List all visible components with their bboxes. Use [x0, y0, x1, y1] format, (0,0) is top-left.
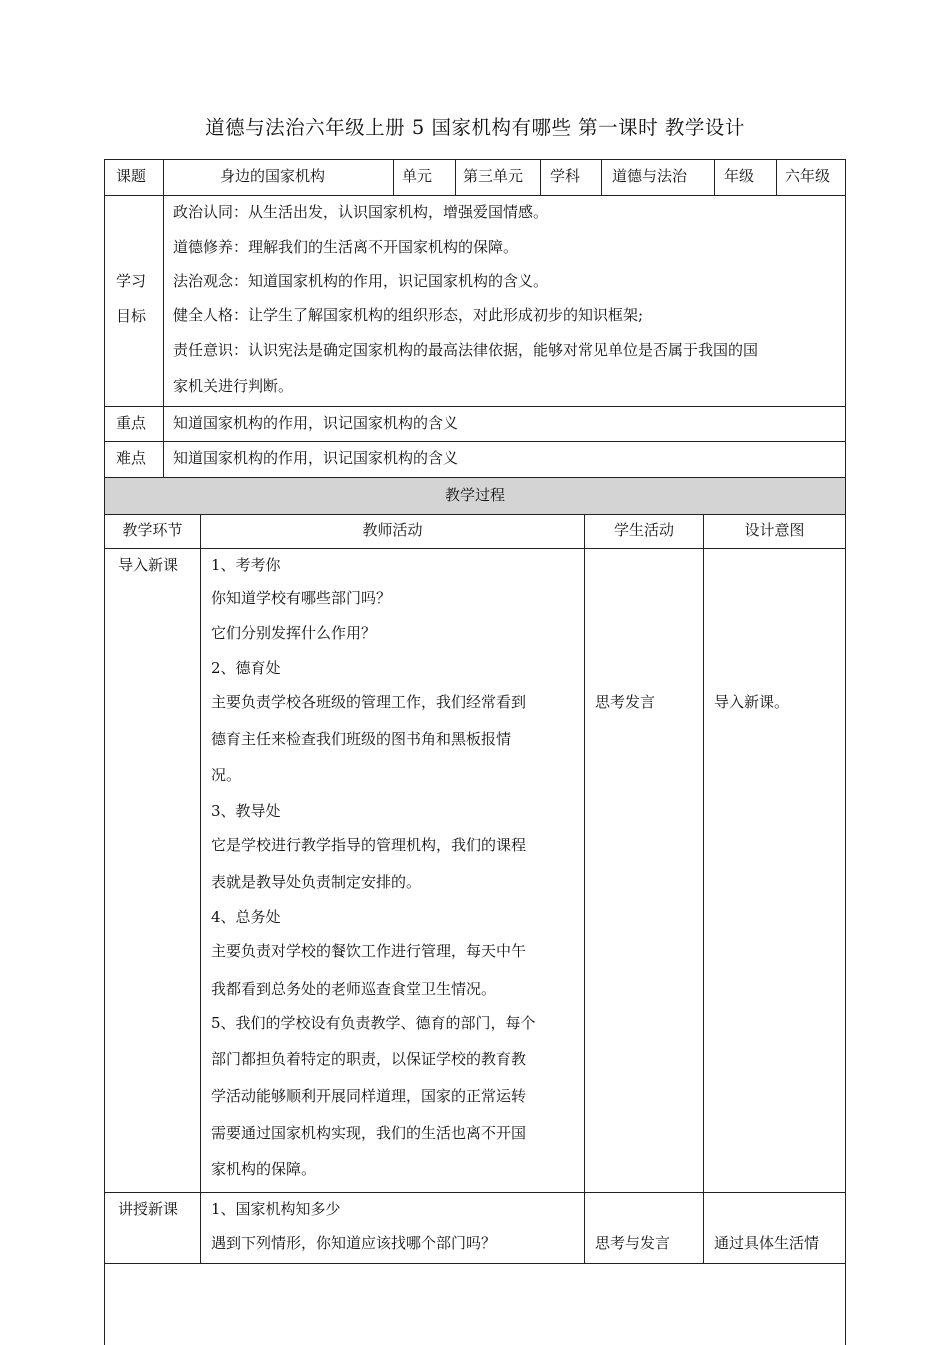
teacher-line: 遇到下列情形，你知道应该找哪个部门吗？	[211, 1234, 497, 1252]
subject-value: 道德与法治	[612, 167, 688, 185]
topic-value: 身边的国家机构	[220, 167, 326, 185]
objective-line: 责任意识：认识宪法是确定国家机构的最高法律依据，能够对常见单位是否属于我国的国	[173, 341, 759, 359]
teacher-line: 部门都担负着特定的职责，以保证学校的教育教	[211, 1050, 527, 1068]
process-table	[104, 477, 846, 1345]
col-header-intent: 设计意图	[744, 521, 805, 539]
unit-value: 第三单元	[463, 167, 524, 185]
teacher-line: 2、德育处	[211, 659, 281, 677]
teacher-line: 5、我们的学校设有负责教学、德育的部门，每个	[211, 1014, 536, 1032]
teacher-line: 我都看到总务处的老师巡查食堂卫生情况。	[211, 980, 497, 998]
difficulty-text: 知道国家机构的作用，识记国家机构的含义	[173, 449, 459, 467]
subject-label: 学科	[550, 167, 581, 185]
objectives-label: 目标	[116, 307, 147, 325]
grade-label: 年级	[724, 167, 755, 185]
teacher-line: 你知道学校有哪些部门吗？	[211, 589, 392, 607]
teacher-line: 学活动能够顺利开展同样道理，国家的正常运转	[211, 1087, 527, 1105]
info-table	[104, 159, 846, 478]
objective-line: 健全人格：让学生了解国家机构的组织形态，对此形成初步的知识框架;	[173, 306, 644, 324]
unit-label: 单元	[402, 167, 433, 185]
teacher-line: 需要通过国家机构实现，我们的生活也离不开国	[211, 1124, 527, 1142]
teacher-line: 1、国家机构知多少	[211, 1200, 341, 1218]
objective-line: 政治认同：从生活出发，认识国家机构，增强爱国情感。	[173, 203, 549, 221]
key-point-text: 知道国家机构的作用，识记国家机构的含义	[173, 414, 459, 432]
objectives-label: 学习	[116, 272, 147, 290]
grade-value: 六年级	[785, 167, 831, 185]
objective-line: 道德修养：理解我们的生活离不开国家机构的保障。	[173, 238, 519, 256]
objective-line: 法治观念：知道国家机构的作用，识记国家机构的含义。	[173, 272, 549, 290]
design-intent: 通过具体生活情	[714, 1234, 820, 1252]
design-intent: 导入新课。	[714, 693, 790, 711]
col-header-stage: 教学环节	[122, 521, 183, 539]
difficulty-label: 难点	[116, 449, 147, 467]
student-activity: 思考与发言	[595, 1234, 671, 1252]
objective-line: 家机关进行判断。	[173, 377, 294, 395]
col-header-student: 学生活动	[613, 521, 674, 539]
teacher-line: 况。	[211, 766, 242, 784]
teacher-line: 德育主任来检查我们班级的图书角和黑板报情	[211, 730, 512, 748]
teacher-line: 3、教导处	[211, 802, 281, 820]
teacher-line: 主要负责学校各班级的管理工作，我们经常看到	[211, 693, 527, 711]
stage-name: 导入新课	[118, 556, 179, 574]
process-heading: 教学过程	[444, 486, 505, 504]
teacher-line: 主要负责对学校的餐饮工作进行管理，每天中午	[211, 942, 527, 960]
col-header-teacher: 教师活动	[362, 521, 423, 539]
page-title: 道德与法治六年级上册 5 国家机构有哪些 第一课时 教学设计	[205, 116, 745, 139]
topic-label: 课题	[116, 167, 147, 185]
teacher-line: 它是学校进行教学指导的管理机构，我们的课程	[211, 836, 527, 854]
key-point-label: 重点	[116, 414, 147, 432]
teacher-line: 它们分别发挥什么作用？	[211, 624, 377, 642]
teacher-line: 表就是教导处负责制定安排的。	[211, 873, 422, 891]
teacher-line: 1、考考你	[211, 556, 281, 574]
student-activity: 思考发言	[595, 693, 656, 711]
stage-name: 讲授新课	[118, 1200, 179, 1218]
teacher-line: 家机构的保障。	[211, 1160, 317, 1178]
teacher-line: 4、总务处	[211, 908, 281, 926]
